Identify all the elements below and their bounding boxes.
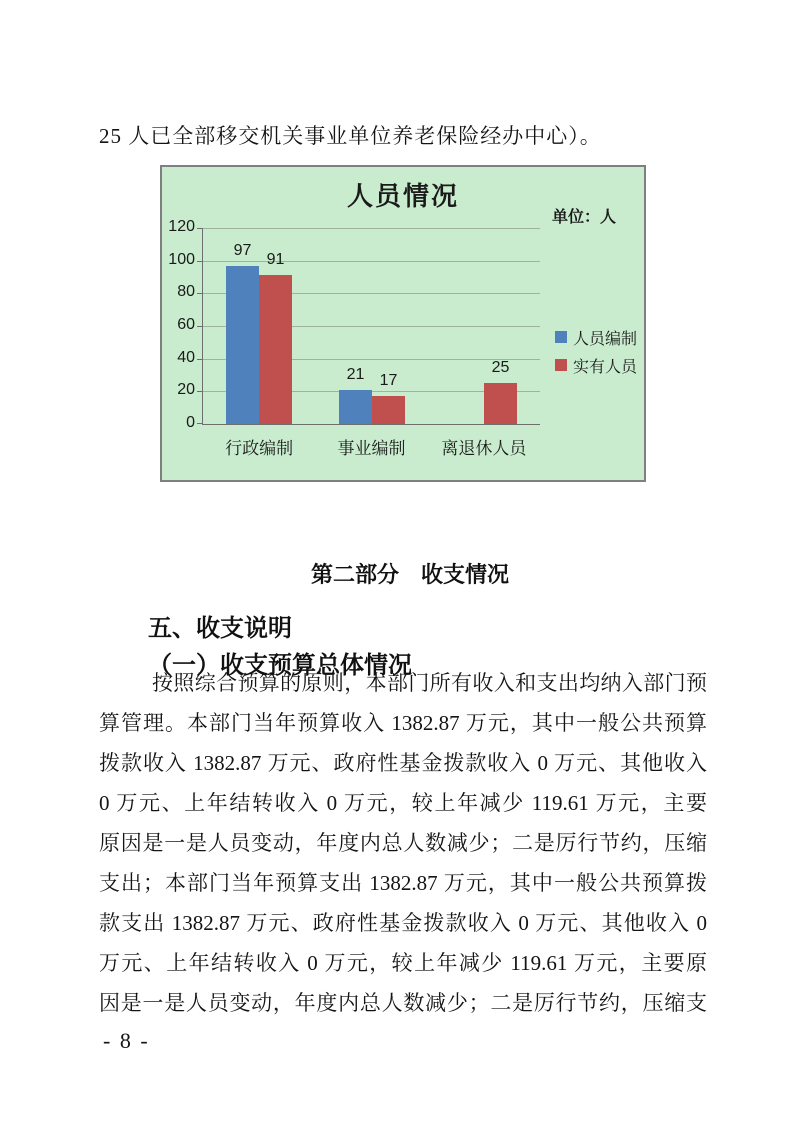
legend-item <box>555 355 637 375</box>
chart-title: 人员情况 <box>346 181 459 211</box>
section-heading: 第二部分 收支情况 <box>310 562 509 588</box>
paragraph-line: 按照综合预算的原则，本部门所有收入和支出均纳入部门预 <box>152 671 707 695</box>
paragraph-line: 因是一是人员变动，年度内总人数减少；二是厉行节约，压缩支 <box>99 991 707 1015</box>
intro-line: 25 人已全部移交机关事业单位养老保险经办中心）。 <box>99 124 602 148</box>
bar <box>339 390 372 424</box>
y-axis-label: 0 <box>186 414 195 431</box>
bar-value-label: 21 <box>346 366 365 383</box>
legend-item <box>555 327 637 347</box>
sub-heading-expenditure-notes: 五、收支说明 <box>148 615 292 642</box>
paragraph-line: 款支出 1382.87 万元、政府性基金拨款收入 0 万元、其他收入 0 <box>99 911 707 935</box>
paragraph-line: 支出；本部门当年预算支出 1382.87 万元，其中一般公共预算拨 <box>99 871 707 895</box>
y-axis-label: 120 <box>168 218 195 235</box>
bar <box>226 266 259 424</box>
category-label: 离退休人员 <box>441 439 527 458</box>
bar <box>372 396 405 424</box>
bar-value-label: 17 <box>379 372 398 389</box>
bar <box>484 383 517 424</box>
y-axis-tick <box>197 423 203 424</box>
y-axis-label: 60 <box>177 316 195 333</box>
y-axis-label: 20 <box>177 381 195 399</box>
chart-unit-label: 单位：人 <box>551 209 616 226</box>
paragraph-line: 算管理。本部门当年预算收入 1382.87 万元，其中一般公共预算 <box>99 711 707 735</box>
y-axis-tick <box>197 391 203 392</box>
y-axis-tick <box>197 359 203 360</box>
y-axis-tick <box>197 261 203 262</box>
paragraph-line: 0 万元、上年结转收入 0 万元，较上年减少 119.61 万元，主要 <box>99 791 707 815</box>
grid-line <box>203 228 540 229</box>
paragraph-line: 原因是一是人员变动，年度内总人数减少；二是厉行节约，压缩 <box>99 831 707 855</box>
page-number: - 8 - <box>103 1028 150 1053</box>
paragraph-line: 拨款收入 1382.87 万元、政府性基金拨款收入 0 万元、其他收入 <box>99 751 707 775</box>
chart-plot-area <box>168 218 540 458</box>
y-axis-label: 80 <box>177 283 195 301</box>
y-axis-label: 100 <box>168 250 195 268</box>
chart-legend <box>555 327 637 383</box>
y-axis-tick <box>197 228 203 229</box>
y-axis-tick <box>197 326 203 327</box>
bar-value-label: 25 <box>491 359 510 376</box>
bar-value-label: 97 <box>233 242 252 259</box>
y-axis-tick <box>197 293 203 294</box>
personnel-chart <box>160 165 646 482</box>
bar-value-label: 91 <box>266 251 285 268</box>
bar <box>259 275 292 424</box>
legend-label: 实有人员 <box>573 358 638 376</box>
legend-label: 人员编制 <box>573 330 638 348</box>
sub-heading-budget-overview: （一）收支预算总体情况 <box>148 652 412 679</box>
paragraph-line: 万元、上年结转收入 0 万元，较上年减少 119.61 万元，主要原 <box>99 951 707 975</box>
y-axis-label: 40 <box>177 348 195 366</box>
body-paragraph <box>99 663 707 1023</box>
legend-swatch-series1 <box>555 331 567 343</box>
category-label: 行政编制 <box>225 439 294 458</box>
legend-swatch-series2 <box>555 359 567 371</box>
category-label: 事业编制 <box>337 439 406 458</box>
